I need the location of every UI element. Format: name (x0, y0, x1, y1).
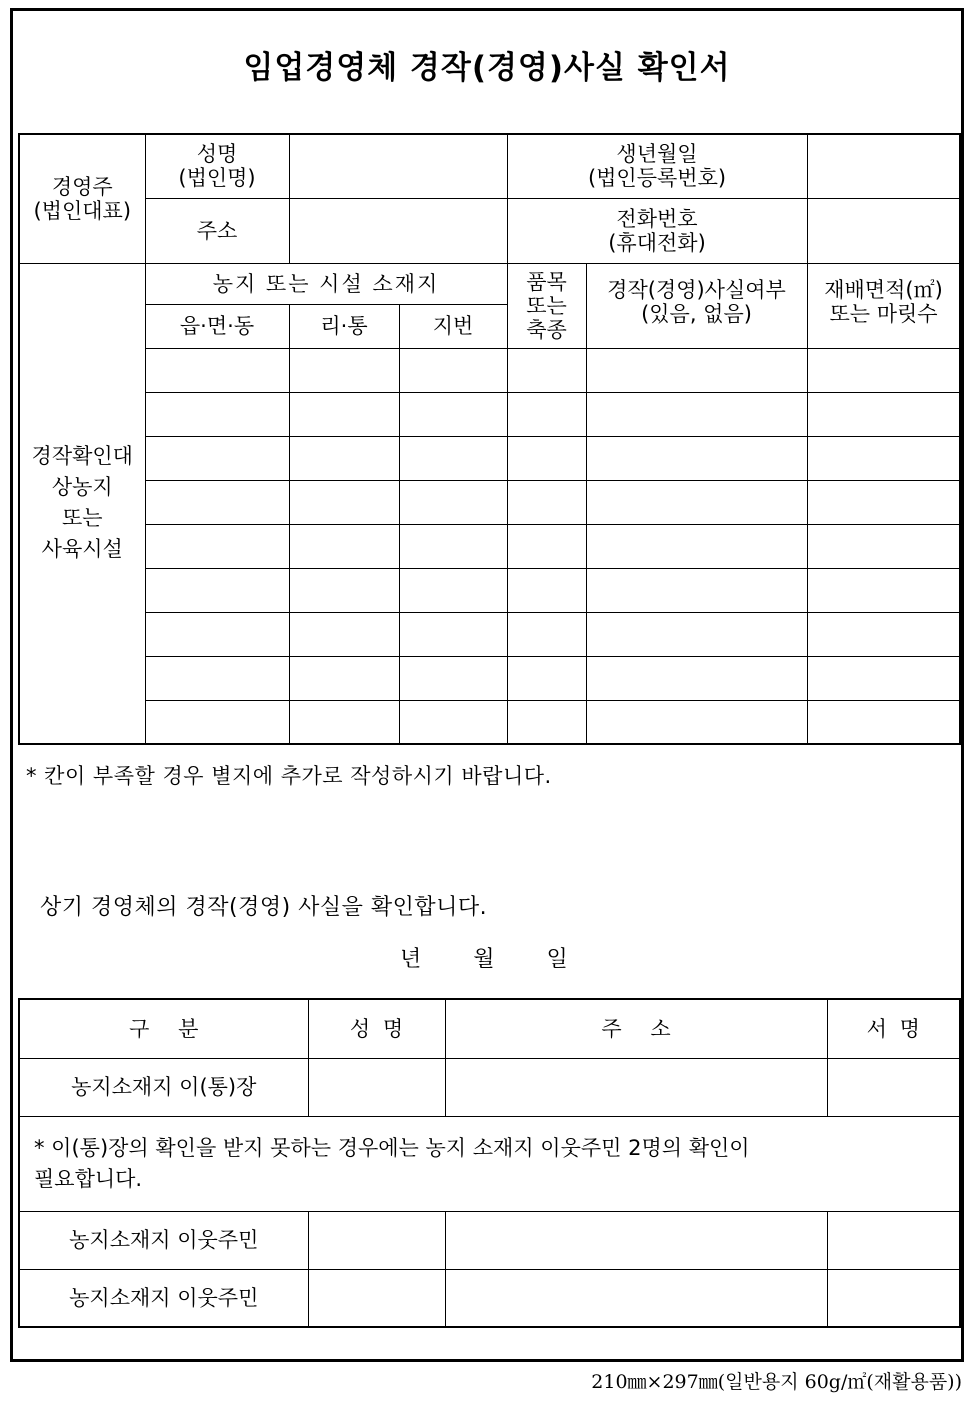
area-header: 재배면적(㎡) 또는 마릿수 (807, 263, 960, 348)
cell[interactable] (145, 524, 289, 568)
cell[interactable] (289, 392, 399, 436)
cell[interactable] (145, 480, 289, 524)
phone-field[interactable] (807, 198, 960, 263)
cell[interactable] (289, 700, 399, 744)
paper-spec-footer: 210㎜×297㎜(일반용지 60g/㎡(재활용품)) (591, 1371, 962, 1393)
cell[interactable] (586, 524, 807, 568)
neighbor-name-field[interactable] (308, 1269, 445, 1327)
confirm-statement: 상기 경영체의 경작(경영) 사실을 확인합니다. (40, 895, 488, 920)
subheader-eup-myeon-dong: 읍·면·동 (145, 304, 289, 348)
cell[interactable] (289, 436, 399, 480)
cell[interactable] (807, 524, 960, 568)
farmland-row (19, 568, 960, 612)
applicant-section-label: 경영주 (법인대표) (19, 134, 145, 263)
farmland-row (19, 656, 960, 700)
cell[interactable] (586, 436, 807, 480)
cell[interactable] (399, 568, 507, 612)
cell[interactable] (807, 348, 960, 392)
date-year[interactable]: 년 (400, 947, 422, 972)
cell[interactable] (399, 656, 507, 700)
neighbor-address-field[interactable] (445, 1211, 827, 1269)
cell[interactable] (507, 612, 586, 656)
chief-label: 농지소재지 이(통)장 (19, 1058, 308, 1116)
cell[interactable] (807, 568, 960, 612)
name-label: 성명 (법인명) (145, 134, 289, 198)
farmland-row (19, 348, 960, 392)
cell[interactable] (399, 348, 507, 392)
cell[interactable] (807, 612, 960, 656)
farmland-row (19, 612, 960, 656)
cell[interactable] (145, 568, 289, 612)
date-line (400, 942, 620, 973)
cell[interactable] (807, 656, 960, 700)
cell[interactable] (289, 348, 399, 392)
cell[interactable] (399, 524, 507, 568)
farmland-row (19, 700, 960, 744)
cell[interactable] (507, 436, 586, 480)
cell[interactable] (289, 568, 399, 612)
cell[interactable] (145, 348, 289, 392)
cell[interactable] (145, 392, 289, 436)
cell[interactable] (507, 568, 586, 612)
cell[interactable] (586, 656, 807, 700)
header-name: 성 명 (308, 999, 445, 1058)
date-month[interactable]: 월 (473, 947, 495, 972)
header-signature: 서 명 (827, 999, 960, 1058)
confirmer-table (18, 998, 961, 1328)
cell[interactable] (145, 656, 289, 700)
form-title: 임업경영체 경작(경영)사실 확인서 (243, 50, 731, 86)
neighbor-note: * 이(통)장의 확인을 받지 못하는 경우에는 농지 소재지 이웃주민 2명의 확인이 필요합니다. (19, 1116, 960, 1211)
birth-label: 생년월일 (법인등록번호) (507, 134, 807, 198)
neighbor-label: 농지소재지 이웃주민 (19, 1269, 308, 1327)
chief-name-field[interactable] (308, 1058, 445, 1116)
cell[interactable] (145, 436, 289, 480)
cell[interactable] (586, 700, 807, 744)
cell[interactable] (586, 568, 807, 612)
cell[interactable] (145, 700, 289, 744)
header-address: 주 소 (445, 999, 827, 1058)
chief-address-field[interactable] (445, 1058, 827, 1116)
cell[interactable] (399, 612, 507, 656)
neighbor-signature-field[interactable] (827, 1211, 960, 1269)
address-field[interactable] (289, 198, 507, 263)
cell[interactable] (399, 392, 507, 436)
birth-field[interactable] (807, 134, 960, 198)
cell[interactable] (507, 700, 586, 744)
neighbor-address-field[interactable] (445, 1269, 827, 1327)
cell[interactable] (586, 612, 807, 656)
header-category: 구 분 (19, 999, 308, 1058)
cell[interactable] (289, 480, 399, 524)
farmland-row (19, 480, 960, 524)
cell[interactable] (807, 436, 960, 480)
crop-header: 품목 또는 축종 (507, 263, 586, 348)
farmland-row (19, 524, 960, 568)
farmland-section-label: 경작확인대 상농지 또는 사육시설 (19, 263, 145, 744)
neighbor-label: 농지소재지 이웃주민 (19, 1211, 308, 1269)
neighbor-signature-field[interactable] (827, 1269, 960, 1327)
subheader-jibeon: 지번 (399, 304, 507, 348)
cell[interactable] (399, 700, 507, 744)
date-day[interactable]: 일 (546, 947, 568, 972)
address-label: 주소 (145, 198, 289, 263)
cell[interactable] (399, 436, 507, 480)
cell[interactable] (586, 348, 807, 392)
cell[interactable] (289, 656, 399, 700)
farmland-row (19, 436, 960, 480)
cell[interactable] (399, 480, 507, 524)
cell[interactable] (507, 524, 586, 568)
cell[interactable] (507, 480, 586, 524)
location-header: 농지 또는 시설 소재지 (145, 263, 507, 304)
cell[interactable] (507, 656, 586, 700)
name-field[interactable] (289, 134, 507, 198)
cell[interactable] (807, 392, 960, 436)
subheader-ri-tong: 리·통 (289, 304, 399, 348)
cell[interactable] (507, 348, 586, 392)
cell[interactable] (807, 700, 960, 744)
cell[interactable] (145, 612, 289, 656)
applicant-farmland-table (18, 133, 961, 745)
cell[interactable] (289, 612, 399, 656)
cell[interactable] (586, 480, 807, 524)
cell[interactable] (807, 480, 960, 524)
cell[interactable] (586, 392, 807, 436)
cell[interactable] (289, 524, 399, 568)
cell[interactable] (507, 392, 586, 436)
farmland-row (19, 392, 960, 436)
fact-header: 경작(경영)사실여부 (있음, 없음) (586, 263, 807, 348)
neighbor-name-field[interactable] (308, 1211, 445, 1269)
phone-label: 전화번호 (휴대전화) (507, 198, 807, 263)
chief-signature-field[interactable] (827, 1058, 960, 1116)
space-note: * 칸이 부족할 경우 별지에 추가로 작성하시기 바랍니다. (26, 764, 552, 788)
